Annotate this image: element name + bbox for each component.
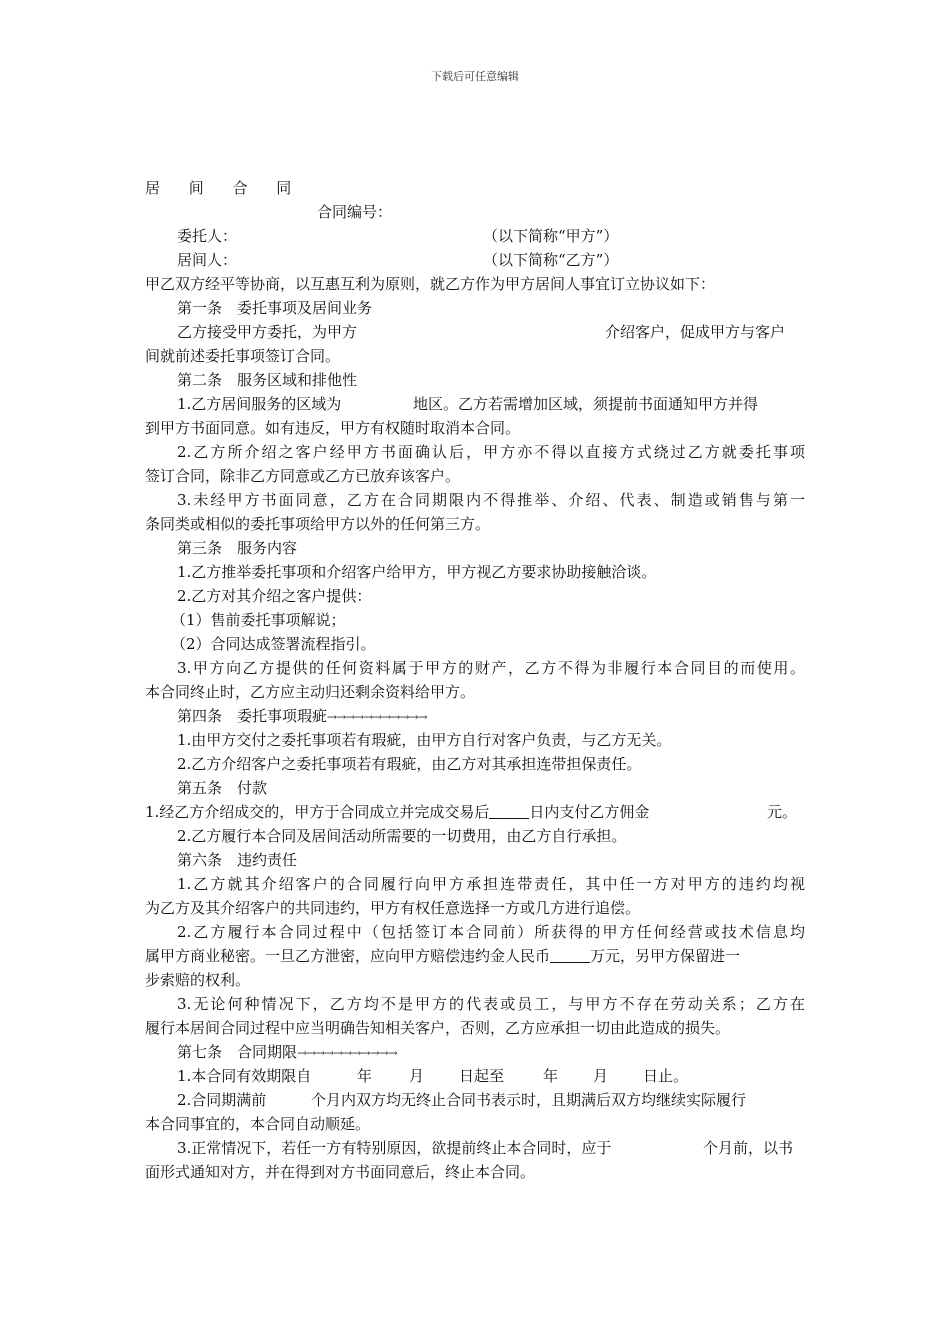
contract-number-label: 合同编号： bbox=[317, 203, 393, 221]
article-3-para-3-cont: 本合同终止时，乙方应主动归还剩余资料给甲方。 bbox=[145, 683, 476, 701]
client-label: 委托人： bbox=[177, 227, 238, 245]
article-4-title: 第四条 委托事项瑕疵 bbox=[177, 707, 328, 725]
article-3-item-1: （1）售前委托事项解说； bbox=[171, 611, 346, 629]
article-1-para-1 bbox=[145, 320, 805, 344]
article-6-para-2: 2.乙方履行本合同过程中（包括签订本合同前）所获得的甲方任何经营或技术信息均 bbox=[177, 923, 805, 941]
article-6-para-2-cont bbox=[145, 944, 805, 968]
text-segment: 月 bbox=[409, 1067, 425, 1085]
article-2-para-1 bbox=[145, 392, 805, 416]
article-3-item-2: （2）合同达成签署流程指引。 bbox=[171, 635, 376, 653]
text-segment: 介绍客户，促成甲方与客户 bbox=[605, 323, 786, 341]
text-segment: 1.乙方居间服务的区域为 bbox=[177, 395, 342, 413]
article-7-para-3 bbox=[145, 1136, 805, 1160]
contract-title: 居 间 合 同 bbox=[145, 179, 304, 197]
article-5-para-2: 2.乙方履行本合同及居间活动所需要的一切费用，由乙方自行承担。 bbox=[177, 827, 627, 845]
text-segment: 地区。乙方若需增加区域，须提前书面通知甲方并得 bbox=[413, 395, 759, 413]
text-segment bbox=[145, 944, 740, 968]
article-5-para-1 bbox=[145, 800, 805, 824]
text-segment: 日内支付乙方佣金 bbox=[529, 803, 650, 821]
text-segment: 乙方接受甲方委托，为甲方 bbox=[177, 323, 358, 341]
article-1-title: 第一条 委托事项及居间业务 bbox=[177, 299, 373, 317]
article-2-para-3: 3.未经甲方书面同意，乙方在合同期限内不得推举、介绍、代表、制造或销售与第一 bbox=[177, 491, 805, 509]
article-6-para-3: 3.无论何种情况下，乙方均不是甲方的代表或员工，与甲方不存在劳动关系；乙方在 bbox=[177, 995, 805, 1013]
article-6-para-3-cont: 履行本居间合同过程中应当明确告知相关客户，否则，乙方应承担一切由此造成的损失。 bbox=[145, 1019, 731, 1037]
client-line bbox=[145, 224, 805, 248]
article-2-para-1-cont: 到甲方书面同意。如有违反，甲方有权随时取消本合同。 bbox=[145, 419, 521, 437]
text-segment: 3.正常情况下，若任一方有特别原因，欲提前终止本合同时，应于 bbox=[177, 1139, 612, 1157]
blank-field bbox=[550, 948, 590, 963]
article-1-para-1-cont: 间就前述委托事项签订合同。 bbox=[145, 347, 341, 365]
article-7-para-2-cont: 本合同事宜的，本合同自动顺延。 bbox=[145, 1115, 371, 1133]
article-3-title: 第三条 服务内容 bbox=[177, 539, 298, 557]
text-segment: 1.经乙方介绍成交的，甲方于合同成立并完成交易后 bbox=[145, 803, 490, 821]
article-7-para-3-cont: 面形式通知对方，并在得到对方书面同意后，终止本合同。 bbox=[145, 1163, 536, 1181]
page-header: 下载后可任意编辑 bbox=[431, 70, 519, 83]
text-segment: 2.合同期满前 bbox=[177, 1091, 267, 1109]
text-segment: 年 bbox=[543, 1067, 559, 1085]
article-3-para-3: 3.甲方向乙方提供的任何资料属于甲方的财产，乙方不得为非履行本合同目的而使用。 bbox=[177, 659, 805, 677]
text-segment: 万元，另甲方保留进一 bbox=[590, 947, 741, 965]
article-4-para-1: 1.由甲方交付之委托事项若有瑕疵，由甲方自行对客户负责，与乙方无关。 bbox=[177, 731, 672, 749]
text-segment: 日起至 bbox=[459, 1067, 505, 1085]
article-4-title-line bbox=[145, 704, 805, 728]
text-segment: 1.本合同有效期限自 bbox=[177, 1067, 312, 1085]
text-segment: 个月内双方均无终止合同书表示时，且期满后双方均继续实际履行 bbox=[311, 1091, 747, 1109]
contract-body bbox=[145, 176, 805, 1184]
article-2-para-2: 2.乙方所介绍之客户经甲方书面确认后，甲方亦不得以直接方式绕过乙方就委托事项 bbox=[177, 443, 805, 461]
article-3-para-2: 2.乙方对其介绍之客户提供： bbox=[177, 587, 372, 605]
text-segment: 年 bbox=[357, 1067, 373, 1085]
text-segment: 元。 bbox=[767, 803, 798, 821]
text-segment: 月 bbox=[593, 1067, 609, 1085]
article-7-para-1 bbox=[145, 1064, 805, 1088]
article-2-title: 第二条 服务区域和排他性 bbox=[177, 371, 358, 389]
article-3-para-1: 1.乙方推举委托事项和介绍客户给甲方，甲方视乙方要求协助接触洽谈。 bbox=[177, 563, 657, 581]
tab-arrows: →→→→→→→→→→→ bbox=[327, 710, 427, 724]
article-7-para-2 bbox=[145, 1088, 805, 1112]
client-alias: （以下简称“甲方”） bbox=[483, 227, 619, 245]
tab-arrows: →→→→→→→→→→→ bbox=[297, 1046, 397, 1060]
text-segment: 个月前，以书 bbox=[703, 1139, 794, 1157]
article-7-title-line bbox=[145, 1040, 805, 1064]
agent-label: 居间人： bbox=[177, 251, 238, 269]
article-2-para-2-cont: 签订合同，除非乙方同意或乙方已放弃该客户。 bbox=[145, 467, 461, 485]
text-segment: 属甲方商业秘密。一旦乙方泄密，应向甲方赔偿违约金人民币 bbox=[145, 947, 551, 965]
text-segment: 日止。 bbox=[643, 1067, 689, 1085]
article-6-para-1: 1.乙方就其介绍客户的合同履行向甲方承担连带责任，其中任一方对甲方的违约均视 bbox=[177, 875, 805, 893]
article-6-para-1-cont: 为乙方及其介绍客户的共同违约，甲方有权任意选择一方或几方进行追偿。 bbox=[145, 899, 641, 917]
article-7-title: 第七条 合同期限 bbox=[177, 1043, 298, 1061]
article-5-title: 第五条 付款 bbox=[177, 779, 268, 797]
blank-field bbox=[489, 804, 529, 819]
article-6-title: 第六条 违约责任 bbox=[177, 851, 298, 869]
text-segment bbox=[145, 800, 649, 824]
agent-line bbox=[145, 248, 805, 272]
intro-paragraph: 甲乙双方经平等协商，以互惠互利为原则，就乙方作为甲方居间人事宜订立协议如下： bbox=[145, 275, 716, 293]
article-2-para-3-cont: 条同类或相似的委托事项给甲方以外的任何第三方。 bbox=[145, 515, 491, 533]
agent-alias: （以下简称“乙方”） bbox=[483, 251, 619, 269]
article-4-para-2: 2.乙方介绍客户之委托事项若有瑕疵，由乙方对其承担连带担保责任。 bbox=[177, 755, 642, 773]
article-6-para-2-end: 步索赔的权利。 bbox=[145, 971, 251, 989]
